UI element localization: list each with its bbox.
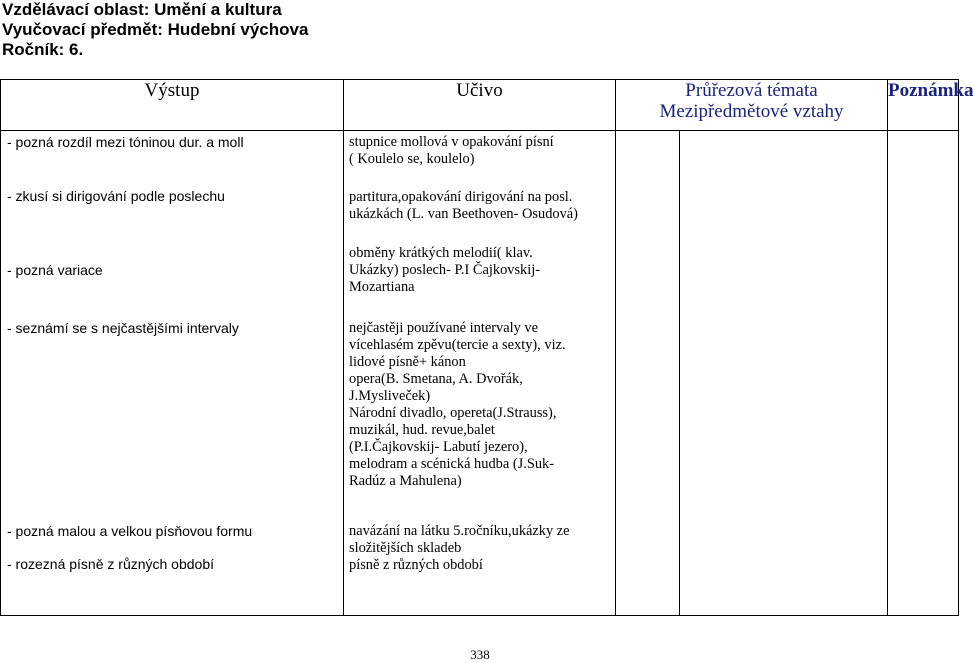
ucivo-line: opera(B. Smetana, A. Dvořák, <box>349 371 523 387</box>
page-number: 338 <box>470 647 490 662</box>
ucivo-line: J.Mysliveček) <box>349 388 431 404</box>
ucivo-line: stupnice mollová v opakování písní <box>349 134 554 150</box>
vystup-cell <box>1 131 344 616</box>
ucivo-line: melodram a scénická hudba (J.Suk- <box>349 456 555 472</box>
curriculum-table <box>0 79 974 616</box>
ucivo-line: ukázkách (L. van Beethoven- Osudová) <box>349 206 578 222</box>
grade: Ročník: 6. <box>2 40 84 59</box>
ucivo-line: (P.I.Čajkovskij- Labutí jezero), <box>349 439 528 455</box>
document-header <box>2 0 308 60</box>
ucivo-line: Radúz a Mahulena) <box>349 473 462 489</box>
ucivo-line: Národní divadlo, opereta(J.Strauss), <box>349 405 557 421</box>
header-vystup: Výstup <box>1 80 344 131</box>
header-prurezova-line1: Průřezová témata <box>685 80 818 101</box>
header-ucivo: Učivo <box>344 80 616 131</box>
vystup-item: - pozná malou a velkou písňovou formu <box>7 523 253 539</box>
ucivo-line: lidové písně+ kánon <box>349 354 466 370</box>
header-prurezova-line2: Mezipředmětové vztahy <box>659 101 844 122</box>
prurezova-cell-a <box>616 131 680 616</box>
ucivo-line: partitura,opakování dirigování na posl. <box>349 189 573 205</box>
header-prurezova-temata <box>616 80 888 131</box>
vystup-item: - pozná rozdíl mezi tóninou dur. a moll <box>7 134 244 150</box>
poznamka-cell <box>888 131 959 616</box>
ucivo-line: nejčastěji používané intervaly ve <box>349 320 538 336</box>
ucivo-line: navázání na látku 5.ročníku,ukázky ze <box>349 523 570 539</box>
header-poznamka: Poznámka <box>888 80 959 131</box>
ucivo-line: Mozartiana <box>349 279 415 295</box>
ucivo-line: Ukázky) poslech- P.I Čajkovskij- <box>349 262 541 278</box>
vystup-item: - pozná variace <box>7 262 103 278</box>
table-body-row <box>1 131 959 616</box>
subject-area: Vzdělávací oblast: Umění a kultura <box>2 0 282 19</box>
ucivo-line: muzikál, hud. revue,balet <box>349 422 495 438</box>
ucivo-cell <box>344 131 616 616</box>
table-header-row <box>1 80 959 131</box>
subject-name: Vyučovací předmět: Hudební výchova <box>2 20 309 39</box>
ucivo-line: ( Koulelo se, koulelo) <box>349 151 475 167</box>
vystup-item: - zkusí si dirigování podle poslechu <box>7 188 225 204</box>
ucivo-line: vícehlasém zpěvu(tercie a sexty), viz. <box>349 337 566 353</box>
ucivo-line: složitějších skladeb <box>349 540 462 556</box>
vystup-item: - seznámí se s nejčastějšími intervaly <box>7 320 239 336</box>
ucivo-line: obměny krátkých melodií( klav. <box>349 245 533 261</box>
vystup-item: - rozezná písně z různých období <box>7 556 215 572</box>
prurezova-cell-b <box>680 131 888 616</box>
ucivo-line: písně z různých období <box>349 557 483 573</box>
